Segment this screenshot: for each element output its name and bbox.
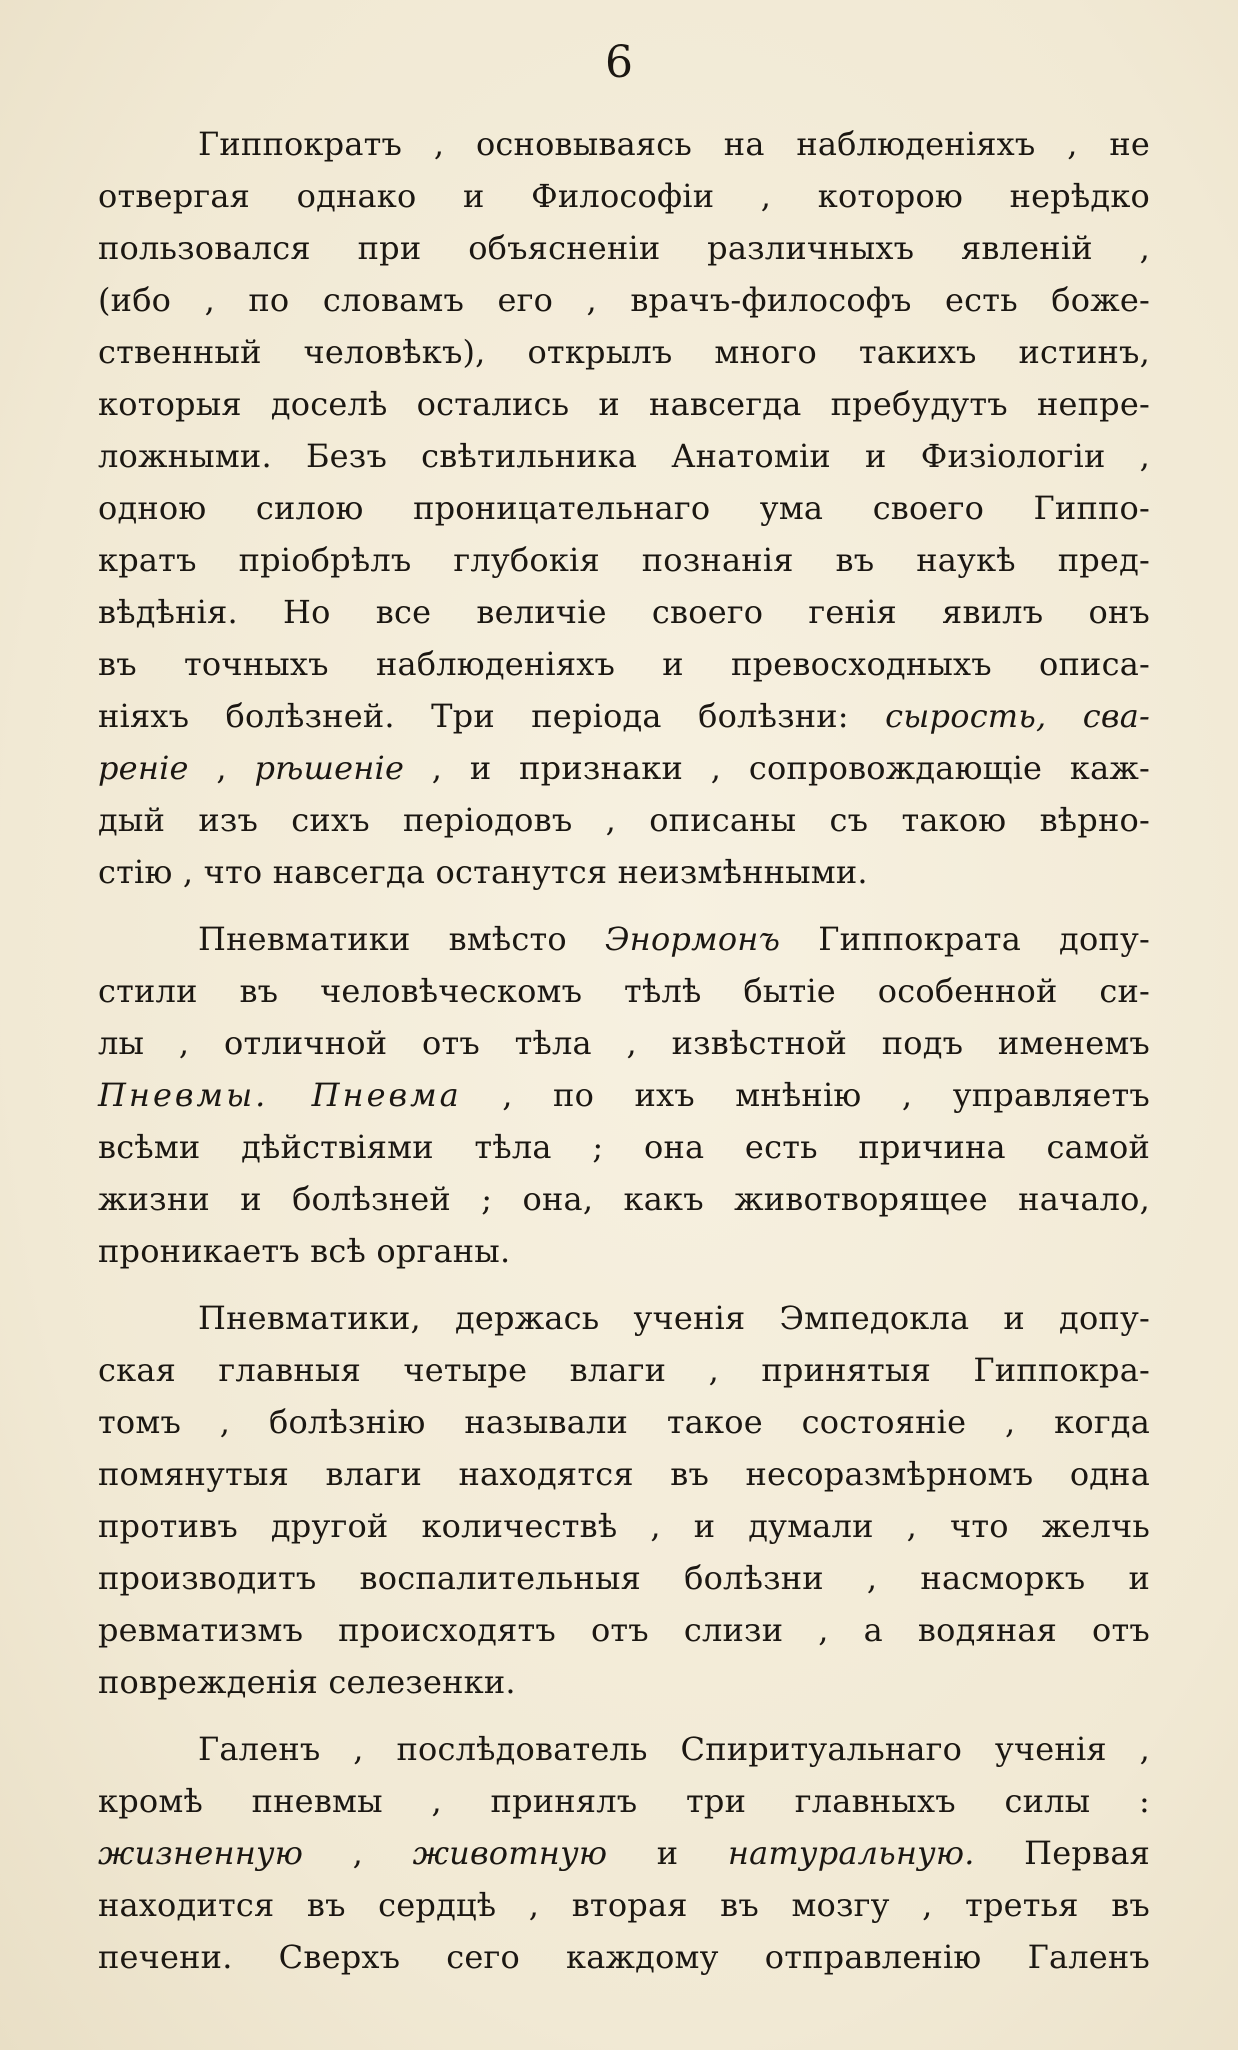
text-line: [98, 534, 1150, 586]
text-line: [98, 118, 1150, 170]
text-line: [98, 1069, 1150, 1121]
line-text: печени. Сверхъ сего каждому отправленію Галенъ: [98, 1938, 1150, 1976]
line-text: всѣми дѣйствіями тѣла ; она есть причина самой: [98, 1128, 1150, 1166]
line-text: помянутыя влаги находятся въ несоразмѣрномъ одна: [98, 1455, 1150, 1493]
line-text: одною силою проницательнаго ума своего Гиппо-: [98, 489, 1150, 527]
line-text: Гиппократа допу-: [780, 920, 1150, 958]
text-line: [98, 846, 1150, 898]
paragraph: [98, 118, 1150, 898]
line-text: стію , что навсегда останутся неизмѣнными.: [98, 853, 868, 891]
line-text: проникаетъ всѣ органы.: [98, 1232, 511, 1270]
line-text: производитъ воспалительныя болѣзни , насморкъ и: [98, 1559, 1150, 1597]
text-line: [98, 690, 1150, 742]
text-line: [98, 742, 1150, 794]
line-text: стили въ человѣческомъ тѣлѣ бытіе особенной си-: [98, 972, 1150, 1010]
text-line: [98, 965, 1150, 1017]
line-text: кромѣ пневмы , принялъ три главныхъ силы :: [98, 1782, 1150, 1820]
line-text: пользовался при объясненіи различныхъ явленій ,: [98, 229, 1150, 267]
text-line: [98, 430, 1150, 482]
line-text: Гиппократъ , основываясь на наблюденіяхъ , не: [198, 125, 1150, 163]
line-text: ственный человѣкъ), открылъ много такихъ истинъ,: [98, 333, 1150, 371]
paragraph: [98, 913, 1150, 1277]
line-text: ,: [188, 749, 255, 787]
italic-text: натуральную.: [727, 1834, 975, 1872]
body-text: [98, 118, 1150, 1998]
line-text: ложными. Безъ свѣтильника Анатоміи и Физіологіи ,: [98, 437, 1150, 475]
text-line: [98, 1656, 1150, 1708]
line-text: ,: [303, 1834, 413, 1872]
line-text: и: [607, 1834, 728, 1872]
italic-text: жизненную: [98, 1834, 304, 1872]
line-text: которыя доселѣ остались и навсегда пребудутъ непре-: [98, 385, 1150, 423]
text-line: [98, 586, 1150, 638]
line-text: ская главныя четыре влаги , принятыя Гиппокра-: [98, 1351, 1150, 1389]
text-line: [98, 794, 1150, 846]
line-text: лы , отличной отъ тѣла , извѣстной подъ именемъ: [98, 1024, 1150, 1062]
text-line: [98, 326, 1150, 378]
text-line: [98, 1396, 1150, 1448]
line-text: Пневматики вмѣсто: [198, 920, 605, 958]
text-line: [98, 1500, 1150, 1552]
line-text: Галенъ , послѣдователь Спиритуальнаго ученія ,: [198, 1730, 1150, 1768]
line-text: жизни и болѣзней ; она, какъ животворящее начало,: [98, 1180, 1150, 1218]
line-text: (ибо , по словамъ его , врачъ-философъ есть боже-: [98, 281, 1150, 319]
italic-text: Пневмы. Пневма: [98, 1076, 462, 1114]
text-line: [98, 1827, 1150, 1879]
text-line: [98, 1931, 1150, 1983]
text-line: [98, 1775, 1150, 1827]
line-text: поврежденія селезенки.: [98, 1663, 516, 1701]
text-line: [98, 1173, 1150, 1225]
text-line: [98, 378, 1150, 430]
text-line: [98, 222, 1150, 274]
text-line: [98, 1225, 1150, 1277]
text-line: [98, 1448, 1150, 1500]
line-text: отвергая однако и Философіи , которою нерѣдко: [98, 177, 1150, 215]
text-line: [98, 1344, 1150, 1396]
text-line: [98, 1292, 1150, 1344]
line-text: , и признаки , сопровождающіе каж-: [404, 749, 1151, 787]
line-text: ревматизмъ происходятъ отъ слизи , а водяная отъ: [98, 1611, 1150, 1649]
line-text: противъ другой количествѣ , и думали , что желчь: [98, 1507, 1150, 1545]
line-text: вѣдѣнія. Но все величіе своего генія явилъ онъ: [98, 593, 1150, 631]
italic-text: рѣшеніе: [254, 749, 405, 787]
paragraph: [98, 1723, 1150, 1983]
text-line: [98, 1723, 1150, 1775]
text-line: [98, 1121, 1150, 1173]
line-text: находится въ сердцѣ , вторая въ мозгу , третья въ: [98, 1886, 1150, 1924]
line-text: Пневматики, держась ученія Эмпедокла и допу-: [198, 1299, 1150, 1337]
text-line: [98, 1879, 1150, 1931]
line-text: ніяхъ болѣзней. Три періода болѣзни:: [98, 697, 886, 735]
page-number: 6: [605, 37, 633, 88]
text-line: [98, 1017, 1150, 1069]
italic-text: животную: [412, 1834, 608, 1872]
line-text: кратъ пріобрѣлъ глубокія познанія въ наукѣ пред-: [98, 541, 1150, 579]
line-text: , по ихъ мнѣнію , управляетъ: [461, 1076, 1150, 1114]
text-line: [98, 638, 1150, 690]
text-line: [98, 482, 1150, 534]
italic-text: сырость, сва-: [885, 697, 1150, 735]
italic-text: реніе: [98, 749, 189, 787]
text-line: [98, 913, 1150, 965]
paragraph: [98, 1292, 1150, 1708]
text-line: [98, 1552, 1150, 1604]
text-line: [98, 1604, 1150, 1656]
line-text: въ точныхъ наблюденіяхъ и превосходныхъ описа-: [98, 645, 1150, 683]
line-text: дый изъ сихъ періодовъ , описаны съ такою вѣрно-: [98, 801, 1150, 839]
text-line: [98, 274, 1150, 326]
line-text: Первая: [974, 1834, 1150, 1872]
line-text: томъ , болѣзнію называли такое состояніе , когда: [98, 1403, 1150, 1441]
text-line: [98, 170, 1150, 222]
italic-text: Энормонъ: [604, 920, 781, 958]
